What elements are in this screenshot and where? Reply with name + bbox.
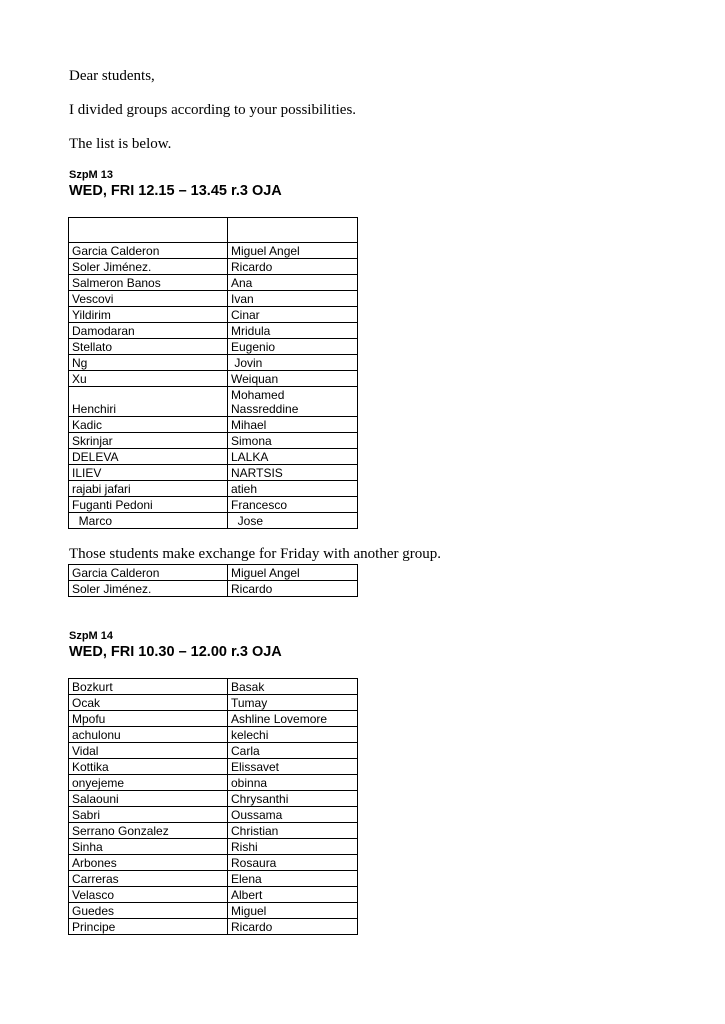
surname-cell: Yildirim <box>69 307 228 323</box>
table-row <box>69 243 358 259</box>
given-name-cell: Mridula <box>228 323 358 339</box>
surname-cell: Xu <box>69 371 228 387</box>
surname-cell: Vescovi <box>69 291 228 307</box>
given-name-cell: Rishi <box>228 839 358 855</box>
surname-cell: Serrano Gonzalez <box>69 823 228 839</box>
surname-cell: achulonu <box>69 727 228 743</box>
table-row <box>69 775 358 791</box>
surname-cell: Salmeron Banos <box>69 275 228 291</box>
group13-table <box>68 217 358 529</box>
table-row <box>69 291 358 307</box>
exchange-note: Those students make exchange for Friday with another group. <box>69 546 441 562</box>
table-header-row <box>69 218 358 243</box>
table-row <box>69 513 358 529</box>
surname-cell: Skrinjar <box>69 433 228 449</box>
given-name-cell: Basak <box>228 679 358 695</box>
surname-cell: Sinha <box>69 839 228 855</box>
given-name-cell: Ricardo <box>228 919 358 935</box>
table-row <box>69 839 358 855</box>
exchange-table <box>68 564 358 597</box>
given-name-cell: Carla <box>228 743 358 759</box>
given-name-cell: Jose <box>228 513 358 529</box>
table-row <box>69 565 358 581</box>
given-name-cell: Christian <box>228 823 358 839</box>
given-name-cell: obinna <box>228 775 358 791</box>
surname-cell: Arbones <box>69 855 228 871</box>
surname-cell: DELEVA <box>69 449 228 465</box>
surname-cell: Garcia Calderon <box>69 243 228 259</box>
surname-cell: Velasco <box>69 887 228 903</box>
given-name-cell: Ashline Lovemore <box>228 711 358 727</box>
group14-schedule: WED, FRI 10.30 – 12.00 r.3 OJA <box>69 644 282 660</box>
given-name-cell: Simona <box>228 433 358 449</box>
given-name-cell: Elissavet <box>228 759 358 775</box>
table-row <box>69 417 358 433</box>
table-row <box>69 919 358 935</box>
surname-cell: Ng <box>69 355 228 371</box>
given-name-cell: Weiquan <box>228 371 358 387</box>
given-name-cell: Chrysanthi <box>228 791 358 807</box>
given-name-cell: LALKA <box>228 449 358 465</box>
table-row <box>69 307 358 323</box>
table-row <box>69 275 358 291</box>
given-name-cell: Mihael <box>228 417 358 433</box>
table-row <box>69 743 358 759</box>
surname-cell: ILIEV <box>69 465 228 481</box>
table-row <box>69 695 358 711</box>
table-row <box>69 339 358 355</box>
surname-cell: Kadic <box>69 417 228 433</box>
given-name-cell: Tumay <box>228 695 358 711</box>
table-row <box>69 481 358 497</box>
surname-cell: Damodaran <box>69 323 228 339</box>
group14-table <box>68 678 358 935</box>
given-name-cell: Eugenio <box>228 339 358 355</box>
given-name-cell: Ricardo <box>228 581 358 597</box>
table-row <box>69 791 358 807</box>
surname-cell: Marco <box>69 513 228 529</box>
table-row <box>69 823 358 839</box>
given-name-cell: Miguel Angel <box>228 243 358 259</box>
table-row <box>69 855 358 871</box>
surname-cell: Soler Jiménez. <box>69 581 228 597</box>
table-row <box>69 727 358 743</box>
surname-cell: Mpofu <box>69 711 228 727</box>
given-name-cell: Cinar <box>228 307 358 323</box>
given-name-cell: Miguel Angel <box>228 565 358 581</box>
given-name-cell: kelechi <box>228 727 358 743</box>
group13-schedule: WED, FRI 12.15 – 13.45 r.3 OJA <box>69 183 282 199</box>
list-note: The list is below. <box>69 136 172 152</box>
given-name-cell: Ivan <box>228 291 358 307</box>
table-row <box>69 807 358 823</box>
table-row <box>69 323 358 339</box>
table-row <box>69 581 358 597</box>
surname-cell: Guedes <box>69 903 228 919</box>
surname-cell: Kottika <box>69 759 228 775</box>
given-name-cell: NARTSIS <box>228 465 358 481</box>
header-cell-empty <box>228 218 358 243</box>
surname-cell: Principe <box>69 919 228 935</box>
table-row <box>69 465 358 481</box>
given-name-cell: Mohamed Nassreddine <box>228 387 358 417</box>
table-row <box>69 871 358 887</box>
table-row <box>69 903 358 919</box>
table-row <box>69 355 358 371</box>
table-row <box>69 759 358 775</box>
given-name-cell: Elena <box>228 871 358 887</box>
surname-cell: Salaouni <box>69 791 228 807</box>
surname-cell: Vidal <box>69 743 228 759</box>
table-row <box>69 387 358 417</box>
surname-cell: Fuganti Pedoni <box>69 497 228 513</box>
table-row <box>69 887 358 903</box>
surname-cell: Sabri <box>69 807 228 823</box>
table-row <box>69 497 358 513</box>
given-name-cell: Miguel <box>228 903 358 919</box>
intro-line: I divided groups according to your possibilities. <box>69 102 357 118</box>
group14-course: SzpM 14 <box>69 630 114 642</box>
given-name-cell: Jovin <box>228 355 358 371</box>
surname-cell: Soler Jiménez. <box>69 259 228 275</box>
table-row <box>69 433 358 449</box>
table-row <box>69 679 358 695</box>
surname-cell: Bozkurt <box>69 679 228 695</box>
given-name-cell: Ricardo <box>228 259 358 275</box>
given-name-cell: atieh <box>228 481 358 497</box>
given-name-cell: Francesco <box>228 497 358 513</box>
surname-cell: onyejeme <box>69 775 228 791</box>
greeting: Dear students, <box>69 68 155 84</box>
given-name-cell: Albert <box>228 887 358 903</box>
surname-cell: rajabi jafari <box>69 481 228 497</box>
surname-cell: Ocak <box>69 695 228 711</box>
table-row <box>69 371 358 387</box>
surname-cell: Garcia Calderon <box>69 565 228 581</box>
given-name-cell: Ana <box>228 275 358 291</box>
surname-cell: Stellato <box>69 339 228 355</box>
given-name-cell: Rosaura <box>228 855 358 871</box>
group13-course: SzpM 13 <box>69 169 114 181</box>
table-row <box>69 259 358 275</box>
given-name-cell: Oussama <box>228 807 358 823</box>
surname-cell: Henchiri <box>69 387 228 417</box>
table-row <box>69 449 358 465</box>
header-cell-empty <box>69 218 228 243</box>
surname-cell: Carreras <box>69 871 228 887</box>
table-row <box>69 711 358 727</box>
